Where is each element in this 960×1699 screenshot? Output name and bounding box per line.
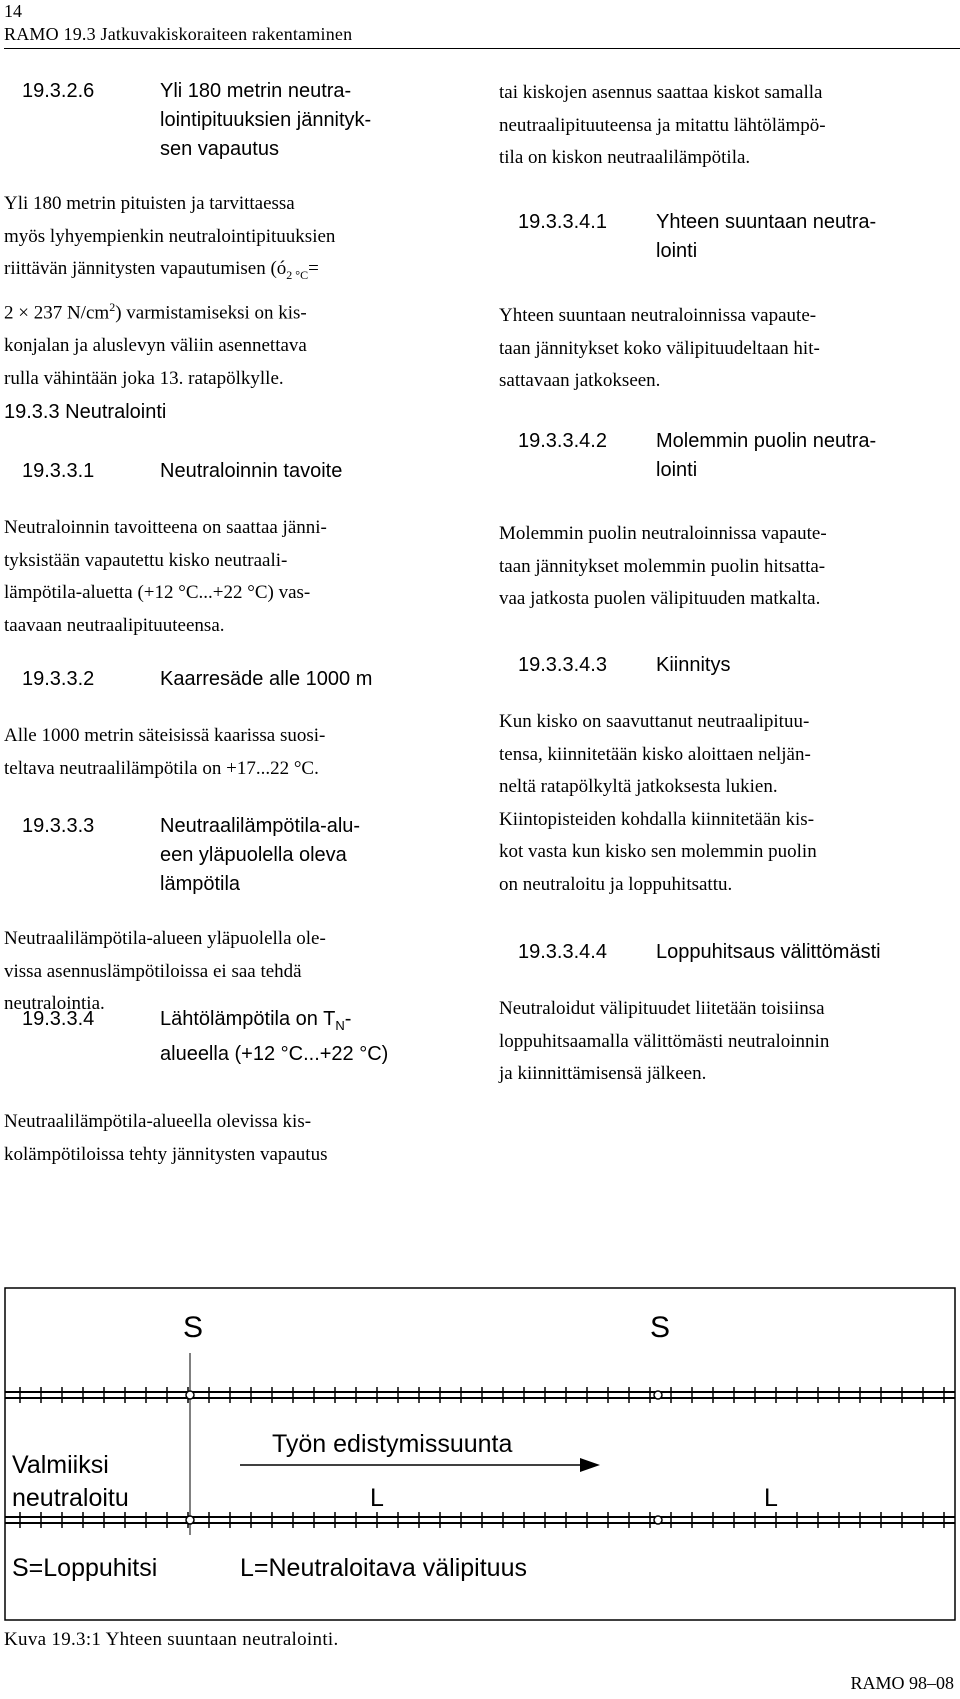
weld-marker [654, 1391, 662, 1399]
text-line: taan jännitykset koko välipituudeltaan hit- [499, 337, 820, 359]
text-line: tensa, kiinnitetään kisko aloittaen neljän- [499, 743, 811, 765]
text-line: tai kiskojen asennus saattaa kiskot samalla [499, 82, 823, 103]
heading-line: Molemmin puolin neutra- [656, 430, 877, 452]
text-line: Neutraalilämpötila-alueella olevissa kis- [4, 1111, 312, 1132]
section-19-3-3-4-1-heading [518, 208, 958, 266]
done-label-line2: neutraloitu [12, 1484, 129, 1512]
section-19-3-2-6-heading [22, 77, 462, 164]
heading-line: lointi [656, 459, 698, 481]
weld-label-s: S [183, 1311, 204, 1344]
upper-rail [5, 1392, 955, 1398]
text-line: sattavaan jatkokseen. [499, 370, 661, 391]
section-title: Neutraloinnin tavoite [160, 460, 343, 482]
footer-code: RAMO 98–08 [850, 1673, 954, 1693]
section-number: 19.3.3.2 [22, 668, 95, 690]
text-line: Yhteen suuntaan neutraloinnissa vapaute- [499, 305, 817, 326]
text-segment: = [308, 258, 319, 279]
direction-label: Työn edistymissuunta [272, 1430, 513, 1458]
legend-length: L=Neutraloitava välipituus [240, 1554, 527, 1582]
text-line: Kiintopisteiden kohdalla kiinnitetään kis- [499, 808, 815, 830]
heading-line: alueella (+12 °C...+22 °C) [160, 1043, 389, 1065]
paragraph-both-sides [499, 518, 957, 616]
heading-line: Yli 180 metrin neutra- [160, 80, 352, 102]
section-number: 19.3.3.4 [22, 1008, 95, 1030]
text-line: ja kiinnittämisensä jälkeen. [499, 1063, 707, 1084]
text-line: Yli 180 metrin pituisten ja tarvittaessa [4, 193, 295, 214]
text-line: taavaan neutraalipituuteensa. [4, 614, 225, 636]
text-segment: ) varmistamiseksi on kis- [115, 302, 307, 324]
section-19-3-3-4-2-heading [518, 427, 958, 485]
text-line: tyksistään vapautettu kisko neutraali- [4, 549, 288, 571]
section-number: 19.3.3.4.2 [518, 430, 607, 452]
section-number: 19.3.3.4.1 [518, 211, 607, 233]
lower-rail [5, 1517, 955, 1523]
sleeper-ticks-lower [20, 1512, 944, 1528]
weld-marker [186, 1516, 194, 1524]
text-line: Molemmin puolin neutraloinnissa vapaute- [499, 523, 827, 544]
section-19-3-3-4-heading [22, 1005, 462, 1069]
length-label-l: L [764, 1484, 778, 1512]
paragraph-final-welding [499, 993, 957, 1091]
section-number: 19.3.3.3 [22, 815, 95, 837]
section-19-3-3-2-heading [22, 665, 372, 694]
text-line: konjalan ja aluslevyn väliin asennettava [4, 335, 307, 357]
paragraph-one-direction [499, 300, 957, 398]
section-19-3-3-3-heading [22, 812, 462, 899]
text-line: loppuhitsaamalla välittömästi neutraloinnin [499, 1030, 830, 1052]
text-line: vaa jatkosta puolen välipituuden matkalta. [499, 588, 821, 609]
section-19-3-3-4-3-heading [518, 651, 730, 680]
section-number: 19.3.3.4.4 [518, 941, 607, 963]
text-line: taan jännitykset molemmin puolin hitsatta- [499, 555, 826, 577]
section-title: Kaarresäde alle 1000 m [160, 668, 373, 690]
text-line: kolämpötiloissa tehty jännitysten vapautus [4, 1143, 328, 1165]
text-line: lämpötila-aluetta (+12 °C...+22 °C) vas- [4, 582, 311, 603]
heading-line: lointipituuksien jännityk- [160, 109, 372, 131]
paragraph-neutralization-goal [4, 512, 444, 642]
heading-line: lämpötila [160, 873, 241, 895]
figure-caption: Kuva 19.3:1 Yhteen suuntaan neutralointi. [4, 1629, 339, 1650]
text-segment: 2 × 237 N/cm [4, 302, 110, 324]
section-number: 19.3.2.6 [22, 80, 95, 102]
section-title: Kiinnitys [656, 654, 731, 676]
text-line: neltä ratapölkyltä jatkoksesta lukien. [499, 776, 778, 797]
paragraph-start-temperature [4, 1106, 444, 1171]
heading-line: Yhteen suuntaan neutra- [656, 211, 877, 233]
text-line: neutraalipituuteensa ja mitattu lähtölämpö- [499, 114, 826, 136]
text-line: Kun kisko on saavuttanut neutraalipituu- [499, 711, 810, 732]
superscript: 2 [109, 300, 116, 315]
text-line [4, 291, 444, 330]
subscript: 2 °C [286, 267, 309, 282]
section-19-3-3-4-4-heading [518, 938, 881, 967]
section-19-3-3-1-heading [22, 457, 342, 486]
weld-marker [654, 1516, 662, 1524]
header-rule [4, 48, 960, 49]
text-line: Alle 1000 metrin säteisissä kaarissa suosi- [4, 725, 326, 746]
page-number: 14 [4, 1, 22, 21]
text-line: kot vasta kun kisko sen molemmin puolin [499, 841, 817, 862]
paragraph-continuation [499, 77, 957, 175]
heading-line: sen vapautus [160, 138, 279, 160]
heading-line: lointi [656, 240, 698, 262]
text-segment: riittävän jännitysten vapautumisen (ó [4, 258, 287, 279]
text-line: rulla vähintään joka 13. ratapölkylle. [4, 367, 284, 389]
heading-segment: - [344, 1008, 352, 1030]
heading-line: een yläpuolella oleva [160, 844, 347, 866]
text-line: Neutraalilämpötila-alueen yläpuolella ole- [4, 928, 326, 949]
paragraph-fastening [499, 706, 957, 901]
text-line: myös lyhyempienkin neutralointipituuksien [4, 225, 336, 247]
heading-line: Neutraalilämpötila-alu- [160, 815, 361, 837]
weld-marker [186, 1391, 194, 1399]
figure-one-direction-neutralization [0, 1285, 960, 1625]
text-line: neutralointia. [4, 993, 105, 1014]
text-line [4, 253, 444, 291]
sleeper-ticks-upper [20, 1387, 944, 1403]
text-line: Neutraloidut välipituudet liitetään toisiinsa [499, 998, 825, 1019]
text-line: on neutraloitu ja loppuhitsattu. [499, 873, 733, 895]
text-line: Neutraloinnin tavoitteena on saattaa jänni- [4, 517, 327, 538]
section-title: Loppuhitsaus välittömästi [656, 941, 881, 963]
done-label-line1: Valmiiksi [12, 1451, 109, 1479]
weld-label-s: S [650, 1311, 671, 1344]
subscript: N [335, 1018, 345, 1033]
direction-arrow-head [580, 1458, 600, 1472]
section-number: 19.3.3.1 [22, 460, 95, 482]
section-number: 19.3.3.4.3 [518, 654, 607, 676]
text-line: teltava neutraalilämpötila on +17...22 °C. [4, 757, 319, 779]
paragraph-roller-requirement [4, 188, 444, 395]
length-label-l: L [370, 1484, 384, 1512]
legend-weld: S=Loppuhitsi [12, 1554, 158, 1582]
text-line: tila on kiskon neutraalilämpötila. [499, 147, 751, 168]
paragraph-curve-radius [4, 720, 444, 785]
section-19-3-3-heading: 19.3.3 Neutralointi [4, 401, 167, 423]
heading-segment: Lähtölämpötila on T [160, 1008, 336, 1030]
running-title: RAMO 19.3 Jatkuvakiskoraiteen rakentaminen [4, 24, 353, 44]
text-line: vissa asennuslämpötiloissa ei saa tehdä [4, 960, 302, 982]
